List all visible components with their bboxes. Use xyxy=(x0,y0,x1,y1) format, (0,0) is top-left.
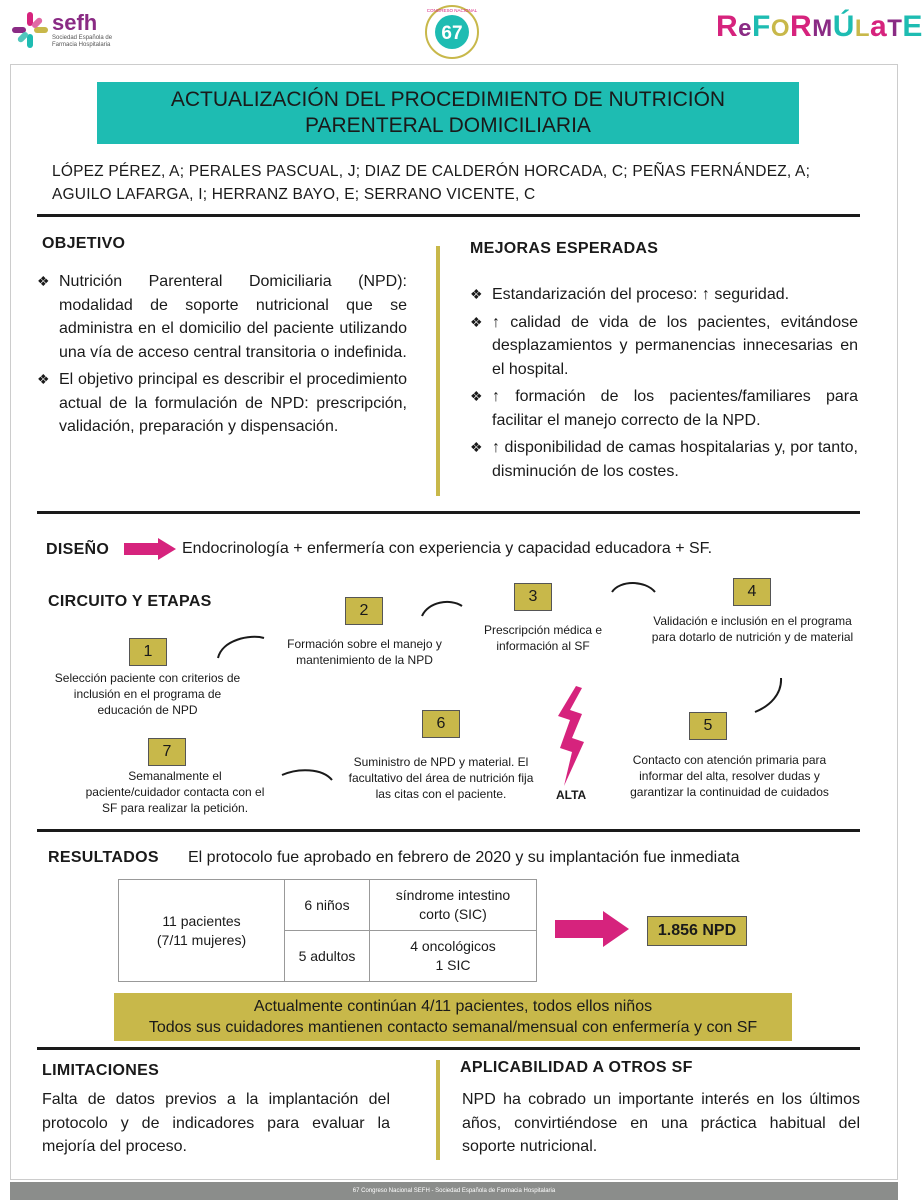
step-5-text: Contacto con atención primaria para informar del alta, resolver dudas y garantizar la continuidad de cuidados xyxy=(630,753,829,799)
objetivo-list xyxy=(37,270,407,443)
sefh-logo-subtitle: Sociedad Española de Farmacia Hospitalaria xyxy=(52,35,113,48)
reformulate-letter: a xyxy=(870,10,888,43)
list-item: ❖ ↑ disponibilidad de camas hospitalarias y, por tanto, disminución de los costes. xyxy=(470,436,858,483)
congress-badge-icon xyxy=(419,4,485,60)
lightning-bolt-icon xyxy=(556,686,586,786)
step-7-text: Semanalmente el paciente/cuidador contacta con el SF para realizar la petición. xyxy=(85,769,265,815)
diseno-heading: DISEÑO xyxy=(46,541,110,558)
diamond-bullet-icon: ❖ xyxy=(37,273,50,289)
limitaciones-heading: LIMITACIONES xyxy=(42,1062,160,1079)
right-arrow-icon xyxy=(555,911,629,947)
current-line-2: Todos sus cuidadores mantienen contacto semanal/mensual con enfermería y con SF xyxy=(148,1019,758,1036)
step-6-number: 6 xyxy=(422,710,460,738)
reformulate-letter: F xyxy=(752,10,771,43)
mejoras-heading: MEJORAS ESPERADAS xyxy=(470,240,659,257)
diamond-bullet-icon: ❖ xyxy=(37,371,50,387)
diamond-bullet-icon: ❖ xyxy=(470,388,483,404)
reformulate-letter: e xyxy=(738,15,753,42)
diamond-bullet-icon: ❖ xyxy=(470,286,483,302)
step-3-text: Prescripción médica e información al SF xyxy=(483,623,603,653)
sefh-logo-icon xyxy=(10,8,50,52)
divider xyxy=(37,1047,860,1050)
reformulate-letter: T xyxy=(887,15,903,42)
aplicabilidad-heading: APLICABILIDAD A OTROS SF xyxy=(460,1059,693,1076)
aplicabilidad-text: NPD ha cobrado un importante interés en los últimos años, convirtiéndose en una práctica habitual del soporte nutricional. xyxy=(462,1091,860,1155)
diseno-text: Endocrinología + enfermería con experiencia y capacidad educadora + SF. xyxy=(182,540,713,557)
limitaciones-text: Falta de datos previos a la implantación del protocolo y de indicadores para evaluar la mejoría del proceso. xyxy=(42,1091,390,1155)
column-divider xyxy=(436,1060,440,1160)
authors-line-1: LÓPEZ PÉREZ, A; PERALES PASCUAL, J; DIAZ DE CALDERÓN HORCADA, C; PEÑAS FERNÁNDEZ, A; xyxy=(52,163,811,180)
step-2-number: 2 xyxy=(345,597,383,625)
step-3-number: 3 xyxy=(514,583,552,611)
mejoras-list xyxy=(470,283,858,487)
poster-title xyxy=(97,82,799,144)
reformulate-letter: R xyxy=(716,10,739,43)
step-5-number: 5 xyxy=(689,712,727,740)
right-arrow-icon xyxy=(124,538,176,560)
title-line-2: PARENTERAL DOMICILIARIA xyxy=(305,114,591,137)
list-item: ❖ ↑ formación de los pacientes/familiares para facilitar el manejo correcto de la NPD. xyxy=(470,385,858,432)
step-2-text: Formación sobre el manejo y mantenimiento de la NPD xyxy=(287,637,442,667)
badge-text: CONGRESO NACIONAL xyxy=(426,8,478,13)
step-4-text: Validación e inclusión en el programa para dotarlo de nutrición y de material xyxy=(651,614,854,644)
table-cell: síndrome intestino corto (SIC) xyxy=(370,880,537,931)
divider xyxy=(37,511,860,514)
list-item: ❖ Estandarización del proceso: ↑ seguridad. xyxy=(470,283,858,307)
title-line-1: ACTUALIZACIÓN DEL PROCEDIMIENTO DE NUTRICIÓN xyxy=(170,88,726,111)
results-table xyxy=(118,879,537,982)
list-item: ❖ ↑ calidad de vida de los pacientes, evitándose desplazamientos y permanencias innecesarias en el hospital. xyxy=(470,311,858,382)
step-1-text: Selección paciente con criterios de inclusión en el programa de educación de NPD xyxy=(54,671,241,717)
sefh-logo-name: sefh xyxy=(52,10,98,35)
reformulate-letter: M xyxy=(812,15,833,42)
resultados-heading: RESULTADOS xyxy=(48,849,159,866)
step-1-number: 1 xyxy=(129,638,167,666)
reformulate-letter: Ú xyxy=(832,10,855,43)
footer: 67 Congreso Nacional SEFH - Sociedad Española de Farmacia Hospitalaria xyxy=(10,1182,898,1200)
circuito-heading: CIRCUITO Y ETAPAS xyxy=(48,593,212,610)
current-status-box xyxy=(114,993,792,1041)
reformulate-letter: E xyxy=(902,10,923,43)
list-item: ❖ Nutrición Parenteral Domiciliaria (NPD): modalidad de soporte nutricional que se administra en el domicilio del paciente utilizando una vía de acceso central transitoria o indefinida. xyxy=(37,270,407,364)
diamond-bullet-icon: ❖ xyxy=(470,313,483,330)
list-item: ❖ El objetivo principal es describir el procedimiento actual de la formulación de NPD: prescripción, validación, preparación y dispensación. xyxy=(37,368,407,439)
reformulate-logo xyxy=(716,10,923,44)
objetivo-heading: OBJETIVO xyxy=(42,235,126,252)
reformulate-letter: R xyxy=(790,10,813,43)
badge-number: 67 xyxy=(441,23,463,44)
column-divider xyxy=(436,246,440,496)
diamond-bullet-icon: ❖ xyxy=(470,439,483,455)
divider xyxy=(37,829,860,832)
resultados-text: El protocolo fue aprobado en febrero de 2020 y su implantación fue inmediata xyxy=(188,849,740,866)
authors xyxy=(52,160,872,206)
table-cell: 11 pacientes (7/11 mujeres) xyxy=(119,880,285,982)
step-4-number: 4 xyxy=(733,578,771,606)
reformulate-letter: O xyxy=(770,15,791,42)
authors-line-2: AGUILO LAFARGA, I; HERRANZ BAYO, E; SERRANO VICENTE, C xyxy=(52,186,536,203)
step-6-text: Suministro de NPD y material. El facultativo del área de nutrición fija las citas con el paciente. xyxy=(348,755,534,801)
table-cell: 6 niños xyxy=(285,880,370,931)
step-7-number: 7 xyxy=(148,738,186,766)
table-cell: 4 oncológicos 1 SIC xyxy=(370,931,537,982)
current-line-1: Actualmente continúan 4/11 pacientes, todos ellos niños xyxy=(253,998,653,1015)
npd-total: 1.856 NPD xyxy=(647,916,747,946)
table-cell: 5 adultos xyxy=(285,931,370,982)
alta-label: ALTA xyxy=(556,788,587,802)
reformulate-letter: L xyxy=(854,15,871,42)
divider xyxy=(37,214,860,217)
